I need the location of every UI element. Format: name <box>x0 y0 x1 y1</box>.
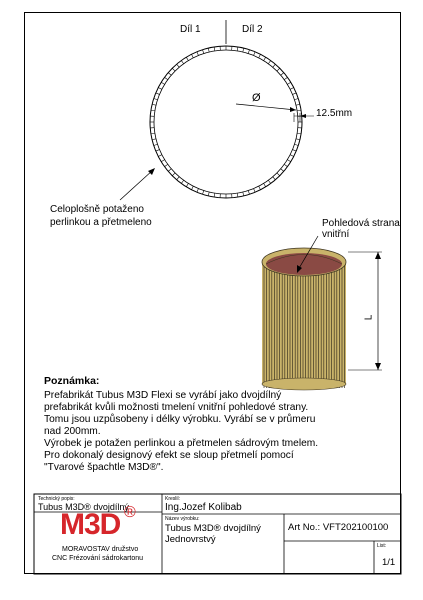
ring-tick <box>154 99 158 100</box>
note-line: Výrobek je potažen perlinkou a přetmelen sádrovým tmelem. <box>44 438 319 449</box>
tech-value: Tubus M3D® dvojdílný <box>38 502 129 512</box>
part2-label: Díl 2 <box>242 24 263 35</box>
ring-tick <box>165 164 168 166</box>
ring-tick <box>264 183 266 186</box>
coating-label-line1: Celoplošně potaženo <box>50 204 144 215</box>
company-line2: CNC Frézování sádrokartonu <box>52 555 144 562</box>
ring-tick <box>259 186 261 190</box>
ring-tick <box>152 104 156 105</box>
ring-tick <box>158 155 162 157</box>
ring-tick <box>296 104 300 105</box>
note-line: Pro dokonalý designový efekt se sloup přetmelí pomocí <box>44 450 294 461</box>
ring-tick <box>259 54 261 58</box>
ring-tick <box>290 155 294 157</box>
product-value-line2: Jednovrstvý <box>165 534 216 545</box>
ring-tick <box>168 169 171 172</box>
spacing-label: 12.5mm <box>316 108 353 119</box>
ring-tick <box>168 73 171 76</box>
drawn-value: Ing.Jozef Kolibab <box>165 502 242 513</box>
product-label: Název výrobku: <box>165 516 200 522</box>
ring-tick <box>248 190 249 194</box>
ring-tick <box>293 150 297 152</box>
ring-tick <box>287 82 290 84</box>
ring-tick <box>294 144 298 145</box>
ring-tick <box>191 54 193 58</box>
diameter-symbol: Ø <box>252 92 261 104</box>
company-line1: MORAVOSTAV družstvo <box>62 546 139 553</box>
ring-tick <box>191 186 193 190</box>
ring-tick <box>254 189 256 193</box>
ring-tick <box>165 77 168 79</box>
ring-tick <box>197 52 199 56</box>
ring-tick <box>177 177 180 180</box>
drawn-label: Kreslil: <box>165 496 181 502</box>
ring-tick <box>243 192 244 196</box>
note-title: Poznámka: <box>44 375 100 387</box>
ring-tick <box>172 173 175 176</box>
ring-tick <box>293 93 297 95</box>
ring-tick <box>290 87 294 89</box>
note-line: "Tvarové špachtle M3D®". <box>44 462 164 473</box>
ring-tick <box>214 193 215 197</box>
ring-ticks <box>150 46 302 198</box>
ring-tick <box>294 99 298 100</box>
ring-tick <box>277 68 280 71</box>
ring-tick <box>297 110 301 111</box>
ring-tick <box>161 160 164 162</box>
ring-tick <box>237 47 238 51</box>
ring-tick <box>156 150 160 152</box>
ring-tick <box>268 61 270 64</box>
ring-tick <box>296 139 300 140</box>
ring-tick <box>268 180 270 183</box>
ring-tick <box>197 189 199 193</box>
ring-tick <box>181 180 183 183</box>
ring-tick <box>287 160 290 162</box>
ring-tick <box>203 50 204 54</box>
ring-tick <box>203 190 204 194</box>
face-label-line2: vnitřní <box>322 229 350 240</box>
ring-tick <box>181 61 183 64</box>
ring-tick <box>237 193 238 197</box>
sheet-value: 1/1 <box>382 557 396 568</box>
part1-label: Díl 1 <box>180 24 201 35</box>
ring-tick <box>151 133 155 134</box>
ring-tick <box>177 64 180 67</box>
ring-tick <box>248 50 249 54</box>
note-line: prefabrikát kvůli možnosti tmelení vnitřní pohledové strany. <box>44 402 309 413</box>
ring-tick <box>281 73 284 76</box>
ring-tick <box>281 169 284 172</box>
diameter-line <box>236 104 296 110</box>
tech-label: Technický popis: <box>38 496 75 502</box>
ring-tick <box>186 57 188 60</box>
ring-tick <box>284 77 287 79</box>
ring-tick <box>158 87 162 89</box>
note-line: nad 200mm. <box>44 426 101 437</box>
ring-tick <box>214 47 215 51</box>
note-text <box>44 390 318 474</box>
ring-tick <box>208 48 209 52</box>
tube-inner <box>266 253 342 275</box>
length-label: L <box>363 314 375 321</box>
ring-tick <box>277 173 280 176</box>
note-line: Prefabrikát Tubus M3D Flexi se vyrábí jako dvojdílný <box>44 390 282 401</box>
note-line: Tomu jsou uzpůsobeny i délky výrobku. Vyrábí se v průmeru <box>44 414 316 425</box>
ring-tick <box>208 192 209 196</box>
diameter-arrow <box>290 107 296 112</box>
ring-tick <box>186 183 188 186</box>
ring-inner <box>154 50 298 194</box>
ring-tick <box>264 57 266 60</box>
ring-tick <box>152 139 156 140</box>
sheet-label: List: <box>377 543 387 549</box>
ring-tick <box>273 177 276 180</box>
ring-tick <box>154 144 158 145</box>
ring-tick <box>161 82 164 84</box>
article-value: Art No.: VFT202100100 <box>288 522 389 533</box>
ring-tick <box>284 164 287 166</box>
coating-leader <box>120 170 153 200</box>
logo-registered-mark: ® <box>124 504 136 521</box>
tube-3d <box>262 248 346 390</box>
face-label-line1: Pohledová strana <box>322 218 400 229</box>
ring-tick <box>243 48 244 52</box>
logo-text: M3D <box>60 508 121 541</box>
ring-tick <box>254 52 256 56</box>
ring-tick <box>172 68 175 71</box>
product-value-line1: Tubus M3D® dvojdílný <box>165 523 261 534</box>
ring-tick <box>151 110 155 111</box>
ring-tick <box>297 133 301 134</box>
ring-tick <box>273 64 276 67</box>
coating-label-line2: perlinkou a přetmeleno <box>50 217 152 228</box>
ring-tick <box>156 93 160 95</box>
